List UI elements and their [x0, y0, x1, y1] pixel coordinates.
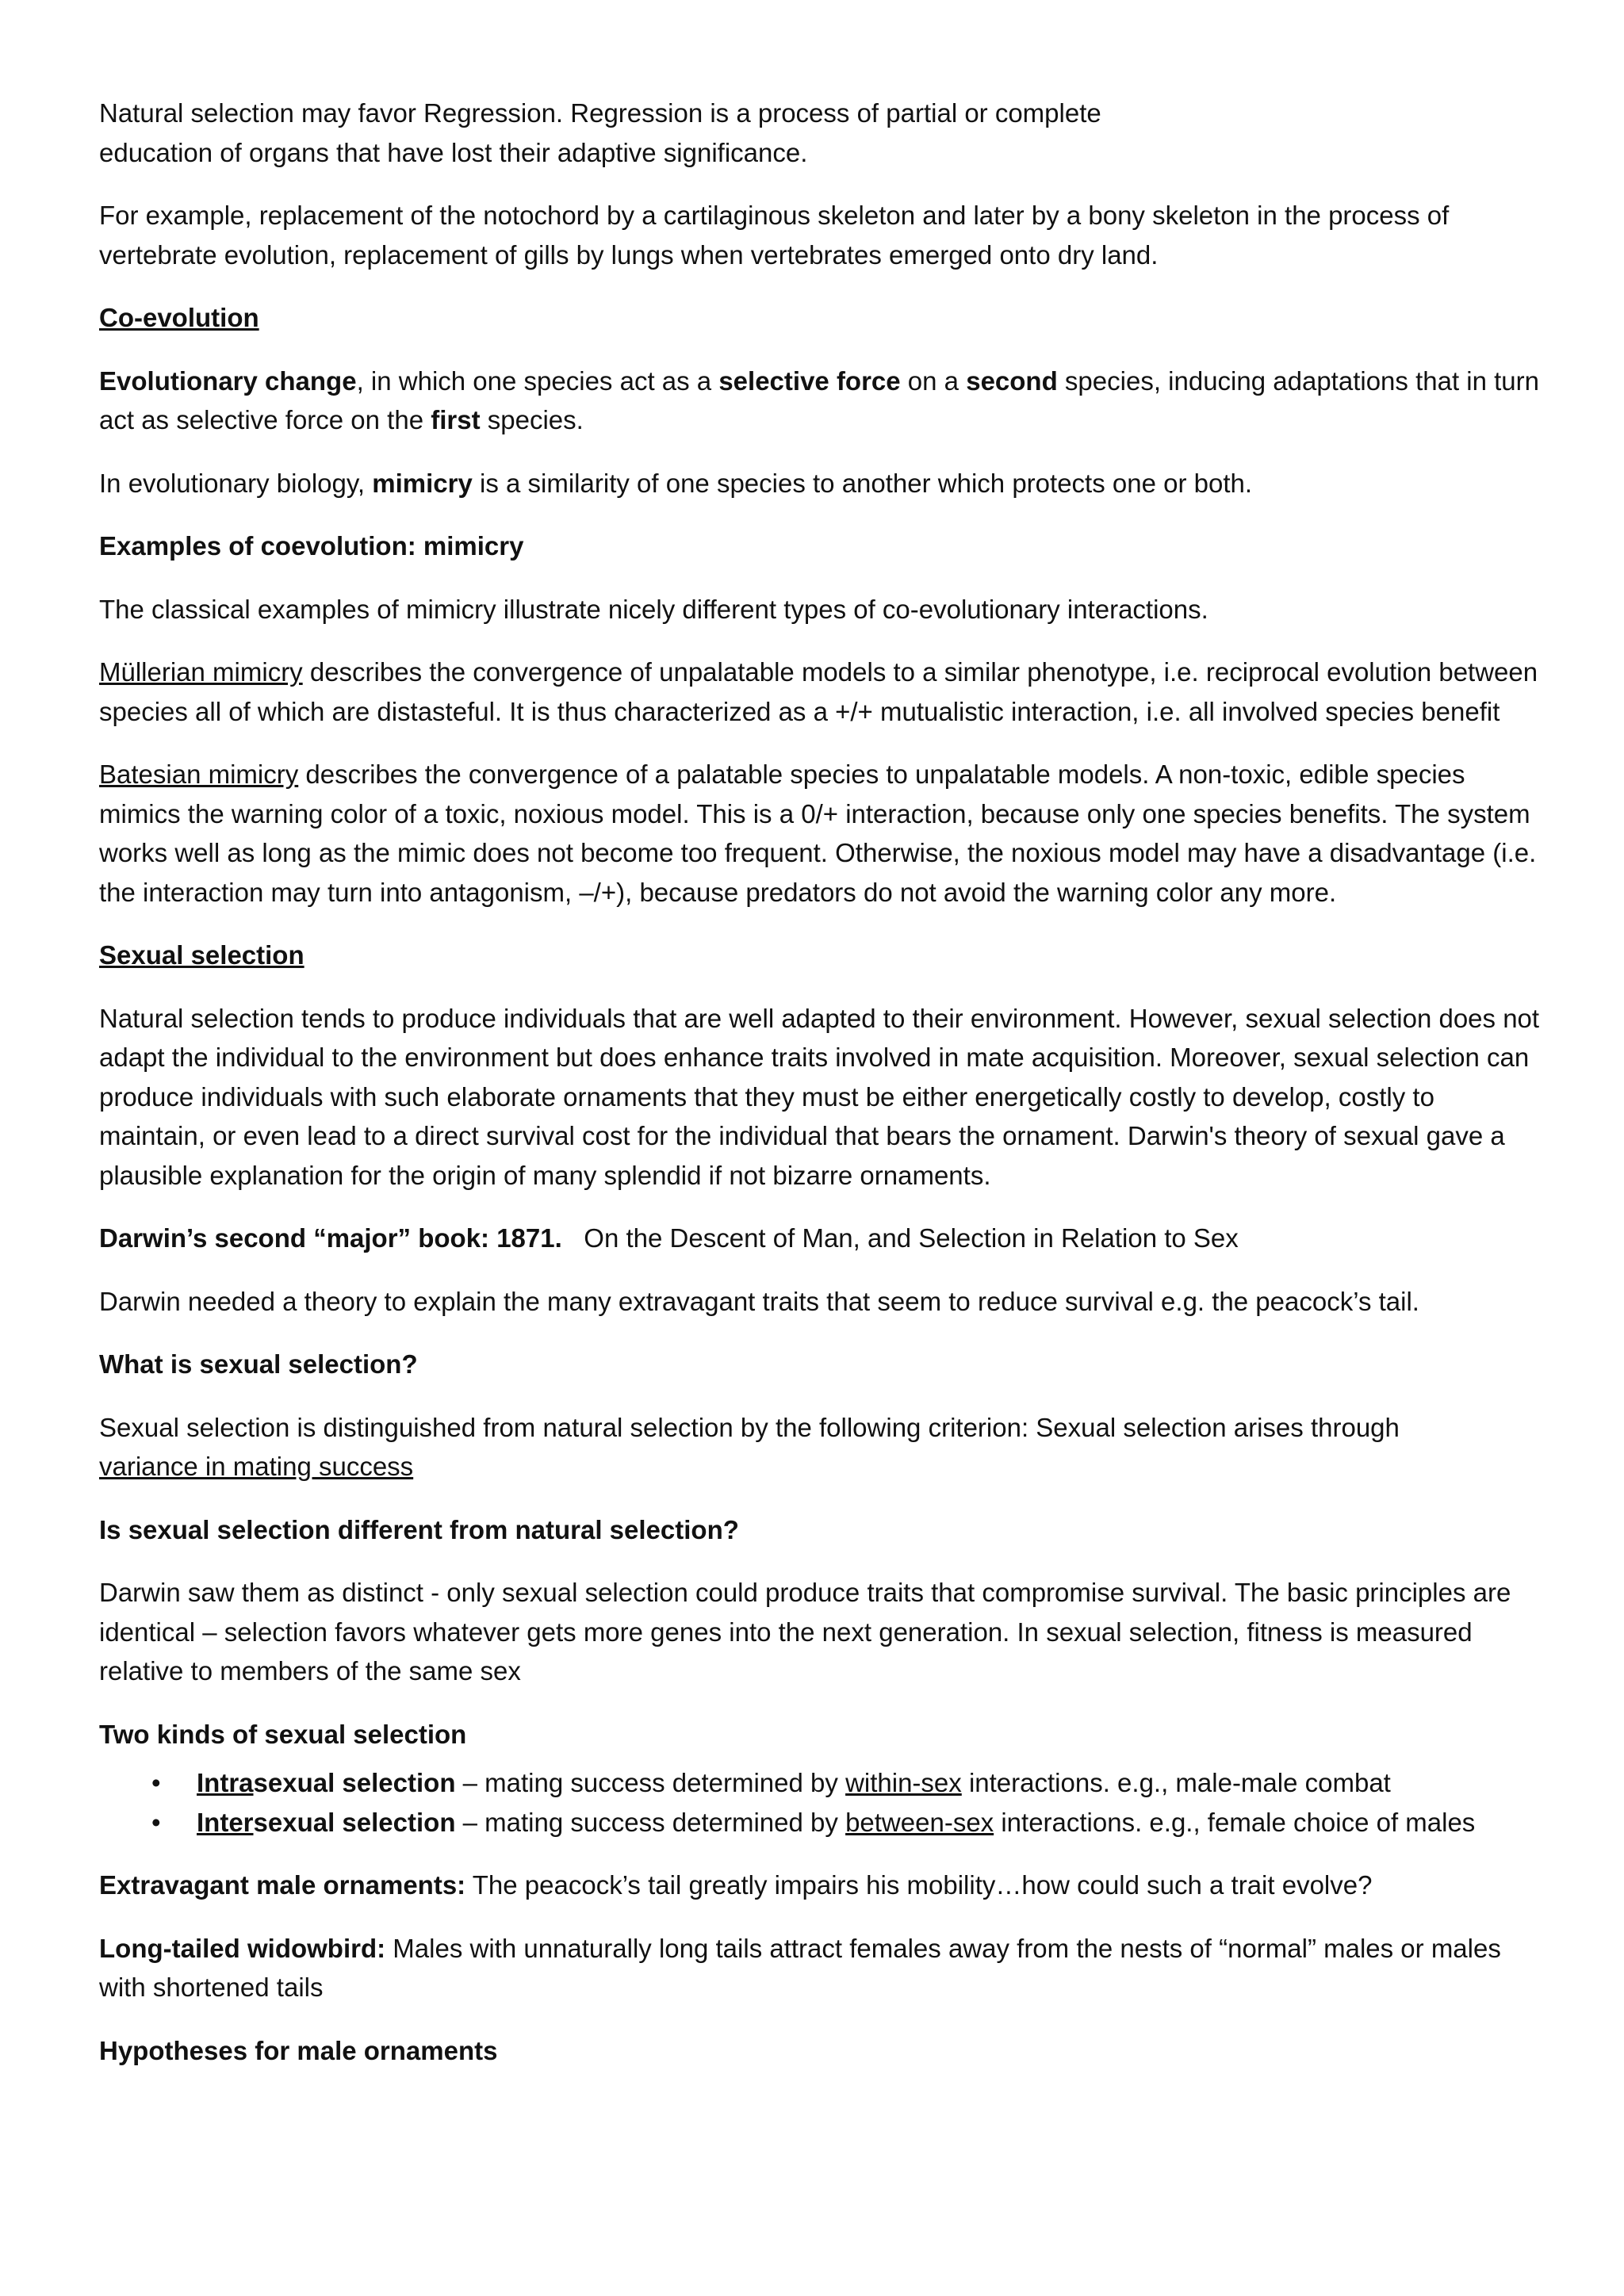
- classical-examples: The classical examples of mimicry illustrate nicely different types of co-evolutionary interactions.: [99, 594, 1208, 624]
- extravagant-paragraph: Extravagant male ornaments: The peacock’s tail greatly impairs his mobility…how could such a trait evolve?: [99, 1870, 1373, 1900]
- widowbird-paragraph: Long-tailed widowbird: Males with unnaturally long tails attract females away from the nests of “normal” males or males with shortened tails: [99, 1933, 1501, 2002]
- list-item: • Intersexual selection – mating success determined by between-sex interactions. e.g., female choice of males: [99, 1803, 1542, 1843]
- regression-line-1: Natural selection may favor Regression. Regression is a process of partial or complete: [99, 98, 1101, 128]
- variance-term: variance in mating success: [99, 1452, 414, 1481]
- what-paragraph: Sexual selection is distinguished from natural selection by the following criterion: Sexual selection arises through variance in mating success: [99, 1412, 1400, 1481]
- different-heading: Is sexual selection different from natural selection?: [99, 1514, 739, 1544]
- coevolution-definition: Evolutionary change, in which one species act as a selective force on a second species, inducing adaptations that in turn act as selective force on the first species.: [99, 365, 1539, 434]
- bullet-icon: •: [151, 1807, 161, 1837]
- mimicry-definition: In evolutionary biology, mimicry is a similarity of one species to another which protects one or both.: [99, 468, 1253, 498]
- sexual-selection-intro: Natural selection tends to produce individuals that are well adapted to their environment. However, sexual selection does not adapt the individual to the environment but does enhance traits involved in mate acquisition. Moreover, sexual selection can produce individuals with such elaborate ornaments that they must be either energetically costly to develop, costly to maintain, or even lead to a direct survival cost for the individual that bears the ornament. Darwin's theory of sexual gave a plausible explanation for the origin of many splendid if not bizarre ornaments.: [99, 1003, 1540, 1190]
- kinds-list: [99, 1763, 1542, 1842]
- darwin-needed: Darwin needed a theory to explain the many extravagant traits that seem to reduce survival e.g. the peacock’s tail.: [99, 1286, 1419, 1316]
- regression-line-2: education of organs that have lost their adaptive significance.: [99, 137, 808, 167]
- coevolution-heading: Co-evolution: [99, 303, 259, 332]
- batesian-paragraph: Batesian mimicry describes the convergence of a palatable species to unpalatable models. A non-toxic, edible species mimics the warning color of a toxic, noxious model. This is a 0/+ interaction, because only one species benefits. The system works well as long as the mimic does not become too frequent. Otherwise, the noxious model may have a disadvantage (i.e. the interaction may turn into antagonism, –/+), because predators do not avoid the warning color any more.: [99, 760, 1537, 907]
- kinds-heading: Two kinds of sexual selection: [99, 1719, 467, 1749]
- mullerian-paragraph: Müllerian mimicry describes the convergence of unpalatable models to a similar phenotype, i.e. reciprocal evolution between species all of which are distasteful. It is thus characterized as a +/+ mutualistic interaction, i.e. all involved species benefit: [99, 657, 1538, 726]
- sexual-selection-heading: Sexual selection: [99, 940, 304, 970]
- what-heading: What is sexual selection?: [99, 1349, 418, 1379]
- document-body: [99, 94, 1542, 2094]
- different-paragraph: Darwin saw them as distinct - only sexual selection could produce traits that compromise survival. The basic principles are identical – selection favors whatever gets more genes into the next generation. In sexual selection, fitness is measured relative to members of the same sex: [99, 1578, 1511, 1686]
- mullerian-term: Müllerian mimicry: [99, 657, 303, 687]
- regression-paragraph: [99, 94, 1542, 172]
- hypotheses-heading: Hypotheses for male ornaments: [99, 2035, 498, 2065]
- bullet-icon: •: [151, 1768, 161, 1797]
- regression-example: For example, replacement of the notochord by a cartilaginous skeleton and later by a bony skeleton in the process of vertebrate evolution, replacement of gills by lungs when vertebrates emerged onto dry land.: [99, 201, 1450, 270]
- batesian-term: Batesian mimicry: [99, 760, 299, 789]
- examples-heading: Examples of coevolution: mimicry: [99, 531, 524, 561]
- list-item: • Intrasexual selection – mating success determined by within-sex interactions. e.g., male-male combat: [99, 1763, 1542, 1803]
- darwin-book: Darwin’s second “major” book: 1871. On the Descent of Man, and Selection in Relation to Sex: [99, 1223, 1239, 1253]
